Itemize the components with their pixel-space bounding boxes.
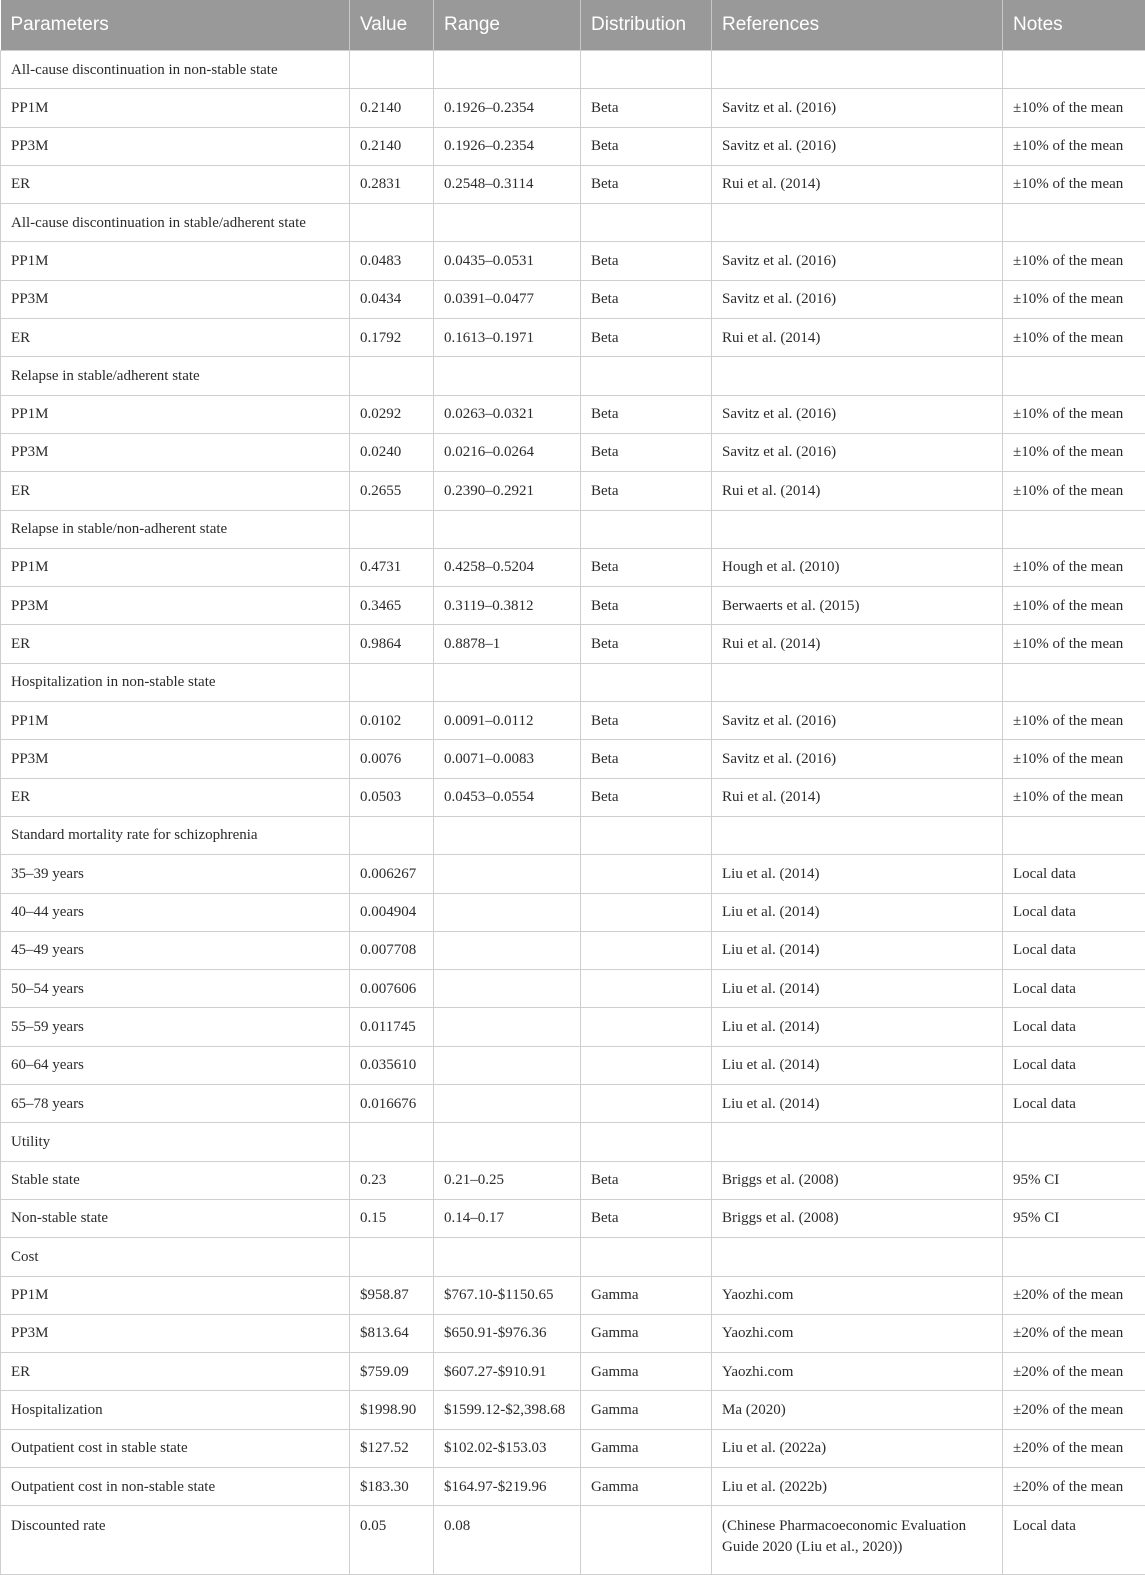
cell-range xyxy=(434,1085,581,1123)
table-row xyxy=(1,242,1145,280)
table-row xyxy=(1,1238,1145,1276)
cell-distribution: Gamma xyxy=(581,1391,712,1429)
table-row xyxy=(1,1085,1145,1123)
cell-range: 0.1613–0.1971 xyxy=(434,319,581,357)
cell-distribution: Gamma xyxy=(581,1467,712,1505)
cell-notes: Local data xyxy=(1003,1046,1145,1084)
cell-notes: ±10% of the mean xyxy=(1003,778,1145,816)
cell-parameter: ER xyxy=(1,778,350,816)
cell-reference xyxy=(712,1123,1003,1161)
cell-reference: Liu et al. (2014) xyxy=(712,1085,1003,1123)
cell-notes: ±20% of the mean xyxy=(1003,1276,1145,1314)
cell-parameter: Cost xyxy=(1,1238,350,1276)
cell-reference: Briggs et al. (2008) xyxy=(712,1199,1003,1237)
cell-parameter: Relapse in stable/non-adherent state xyxy=(1,510,350,548)
cell-range: 0.14–0.17 xyxy=(434,1199,581,1237)
cell-distribution: Beta xyxy=(581,127,712,165)
cell-range xyxy=(434,204,581,242)
cell-parameter: Non-stable state xyxy=(1,1199,350,1237)
cell-range: 0.08 xyxy=(434,1506,581,1575)
cell-reference: Rui et al. (2014) xyxy=(712,778,1003,816)
cell-reference: Liu et al. (2014) xyxy=(712,970,1003,1008)
cell-distribution xyxy=(581,855,712,893)
cell-parameter: Standard mortality rate for schizophrenia xyxy=(1,816,350,854)
cell-range xyxy=(434,931,581,969)
cell-reference: Yaozhi.com xyxy=(712,1276,1003,1314)
cell-value: 0.9864 xyxy=(350,625,434,663)
cell-value: 0.035610 xyxy=(350,1046,434,1084)
table-header xyxy=(1,0,1145,51)
cell-parameter: PP1M xyxy=(1,89,350,127)
cell-reference xyxy=(712,510,1003,548)
cell-notes: ±10% of the mean xyxy=(1003,587,1145,625)
cell-parameter: PP1M xyxy=(1,1276,350,1314)
cell-distribution xyxy=(581,663,712,701)
cell-reference: Savitz et al. (2016) xyxy=(712,395,1003,433)
cell-value: $813.64 xyxy=(350,1314,434,1352)
cell-distribution: Gamma xyxy=(581,1276,712,1314)
cell-reference: Savitz et al. (2016) xyxy=(712,242,1003,280)
cell-notes xyxy=(1003,1238,1145,1276)
cell-notes: Local data xyxy=(1003,931,1145,969)
cell-range: $102.02-$153.03 xyxy=(434,1429,581,1467)
cell-parameter: PP3M xyxy=(1,127,350,165)
cell-distribution: Gamma xyxy=(581,1429,712,1467)
cell-value: 0.0102 xyxy=(350,702,434,740)
table-row xyxy=(1,280,1145,318)
cell-parameter: PP1M xyxy=(1,702,350,740)
cell-reference: Rui et al. (2014) xyxy=(712,625,1003,663)
cell-distribution xyxy=(581,1123,712,1161)
cell-range xyxy=(434,510,581,548)
table-body xyxy=(1,51,1145,1575)
cell-parameter: ER xyxy=(1,1353,350,1391)
cell-value: 0.0503 xyxy=(350,778,434,816)
cell-parameter: ER xyxy=(1,165,350,203)
cell-notes: Local data xyxy=(1003,893,1145,931)
table-row xyxy=(1,1506,1145,1575)
cell-reference: Savitz et al. (2016) xyxy=(712,702,1003,740)
cell-value: 0.1792 xyxy=(350,319,434,357)
header-parameters: Parameters xyxy=(1,0,350,51)
table-row xyxy=(1,89,1145,127)
cell-range: 0.21–0.25 xyxy=(434,1161,581,1199)
cell-value: $127.52 xyxy=(350,1429,434,1467)
cell-notes: ±20% of the mean xyxy=(1003,1467,1145,1505)
cell-range: $650.91-$976.36 xyxy=(434,1314,581,1352)
cell-distribution: Beta xyxy=(581,280,712,318)
cell-notes: 95% CI xyxy=(1003,1161,1145,1199)
cell-range: 0.3119–0.3812 xyxy=(434,587,581,625)
cell-range xyxy=(434,1008,581,1046)
cell-parameter: 55–59 years xyxy=(1,1008,350,1046)
cell-range: $767.10-$1150.65 xyxy=(434,1276,581,1314)
cell-parameter: Relapse in stable/adherent state xyxy=(1,357,350,395)
cell-value: 0.0240 xyxy=(350,433,434,471)
cell-range: $607.27-$910.91 xyxy=(434,1353,581,1391)
cell-value: 0.007606 xyxy=(350,970,434,1008)
table-row xyxy=(1,51,1145,89)
cell-parameter: All-cause discontinuation in non-stable state xyxy=(1,51,350,89)
cell-value: 0.05 xyxy=(350,1506,434,1575)
cell-distribution: Beta xyxy=(581,740,712,778)
cell-reference: Savitz et al. (2016) xyxy=(712,280,1003,318)
cell-range: 0.1926–0.2354 xyxy=(434,127,581,165)
cell-distribution: Beta xyxy=(581,89,712,127)
cell-parameter: Hospitalization in non-stable state xyxy=(1,663,350,701)
cell-parameter: Utility xyxy=(1,1123,350,1161)
table-row xyxy=(1,165,1145,203)
table-row xyxy=(1,1429,1145,1467)
cell-reference xyxy=(712,51,1003,89)
cell-parameter: Stable state xyxy=(1,1161,350,1199)
cell-notes: Local data xyxy=(1003,1085,1145,1123)
table-row xyxy=(1,357,1145,395)
cell-notes: ±10% of the mean xyxy=(1003,280,1145,318)
cell-range xyxy=(434,970,581,1008)
table-row xyxy=(1,1467,1145,1505)
cell-value xyxy=(350,510,434,548)
cell-reference: Liu et al. (2014) xyxy=(712,855,1003,893)
cell-value: 0.15 xyxy=(350,1199,434,1237)
cell-range: 0.1926–0.2354 xyxy=(434,89,581,127)
cell-notes: ±20% of the mean xyxy=(1003,1353,1145,1391)
cell-range xyxy=(434,51,581,89)
cell-value: 0.3465 xyxy=(350,587,434,625)
table-row xyxy=(1,740,1145,778)
cell-range xyxy=(434,663,581,701)
cell-value: 0.2140 xyxy=(350,89,434,127)
cell-distribution: Beta xyxy=(581,1161,712,1199)
cell-distribution: Gamma xyxy=(581,1353,712,1391)
cell-value xyxy=(350,1238,434,1276)
cell-distribution: Beta xyxy=(581,165,712,203)
table-row xyxy=(1,778,1145,816)
table-row xyxy=(1,204,1145,242)
cell-reference xyxy=(712,816,1003,854)
cell-range xyxy=(434,357,581,395)
cell-notes: ±10% of the mean xyxy=(1003,472,1145,510)
cell-distribution: Beta xyxy=(581,587,712,625)
cell-distribution xyxy=(581,931,712,969)
cell-parameter: PP3M xyxy=(1,1314,350,1352)
cell-distribution xyxy=(581,1008,712,1046)
header-notes: Notes xyxy=(1003,0,1145,51)
table-row xyxy=(1,816,1145,854)
table-row xyxy=(1,1123,1145,1161)
cell-notes xyxy=(1003,204,1145,242)
cell-distribution xyxy=(581,357,712,395)
cell-notes xyxy=(1003,816,1145,854)
cell-notes: ±10% of the mean xyxy=(1003,548,1145,586)
cell-parameter: Hospitalization xyxy=(1,1391,350,1429)
table-row xyxy=(1,472,1145,510)
cell-parameter: PP1M xyxy=(1,548,350,586)
cell-value xyxy=(350,1123,434,1161)
cell-notes: Local data xyxy=(1003,1008,1145,1046)
table-row xyxy=(1,587,1145,625)
table-row xyxy=(1,548,1145,586)
cell-distribution xyxy=(581,893,712,931)
cell-notes: ±20% of the mean xyxy=(1003,1314,1145,1352)
cell-notes: ±10% of the mean xyxy=(1003,740,1145,778)
header-distribution: Distribution xyxy=(581,0,712,51)
cell-parameter: 35–39 years xyxy=(1,855,350,893)
cell-range: 0.8878–1 xyxy=(434,625,581,663)
cell-reference: Liu et al. (2022b) xyxy=(712,1467,1003,1505)
cell-reference: Savitz et al. (2016) xyxy=(712,740,1003,778)
cell-distribution: Beta xyxy=(581,242,712,280)
cell-range: 0.2548–0.3114 xyxy=(434,165,581,203)
cell-distribution: Beta xyxy=(581,319,712,357)
table-row xyxy=(1,1199,1145,1237)
cell-reference: Rui et al. (2014) xyxy=(712,319,1003,357)
table-row xyxy=(1,127,1145,165)
cell-reference: Yaozhi.com xyxy=(712,1314,1003,1352)
cell-range: 0.0091–0.0112 xyxy=(434,702,581,740)
cell-value: 0.011745 xyxy=(350,1008,434,1046)
cell-notes xyxy=(1003,51,1145,89)
cell-range: 0.0453–0.0554 xyxy=(434,778,581,816)
cell-reference: Liu et al. (2022a) xyxy=(712,1429,1003,1467)
cell-reference xyxy=(712,357,1003,395)
cell-distribution: Beta xyxy=(581,625,712,663)
cell-notes: ±10% of the mean xyxy=(1003,165,1145,203)
cell-notes xyxy=(1003,357,1145,395)
cell-parameter: PP1M xyxy=(1,242,350,280)
cell-notes: ±20% of the mean xyxy=(1003,1429,1145,1467)
cell-reference xyxy=(712,663,1003,701)
cell-reference: Savitz et al. (2016) xyxy=(712,127,1003,165)
cell-parameter: PP3M xyxy=(1,740,350,778)
cell-distribution xyxy=(581,1506,712,1575)
cell-parameter: 60–64 years xyxy=(1,1046,350,1084)
cell-reference: Berwaerts et al. (2015) xyxy=(712,587,1003,625)
cell-parameter: ER xyxy=(1,625,350,663)
table-row xyxy=(1,395,1145,433)
cell-value: 0.0076 xyxy=(350,740,434,778)
cell-distribution xyxy=(581,1238,712,1276)
cell-notes: Local data xyxy=(1003,855,1145,893)
cell-value: $759.09 xyxy=(350,1353,434,1391)
table-row xyxy=(1,931,1145,969)
cell-distribution xyxy=(581,1085,712,1123)
cell-distribution: Beta xyxy=(581,702,712,740)
cell-parameter: 45–49 years xyxy=(1,931,350,969)
table-row xyxy=(1,510,1145,548)
cell-value: 0.23 xyxy=(350,1161,434,1199)
cell-range xyxy=(434,855,581,893)
cell-range: $1599.12-$2,398.68 xyxy=(434,1391,581,1429)
cell-notes: Local data xyxy=(1003,970,1145,1008)
cell-distribution: Beta xyxy=(581,548,712,586)
cell-range: 0.0263–0.0321 xyxy=(434,395,581,433)
cell-parameter: Discounted rate xyxy=(1,1506,350,1575)
cell-parameter: ER xyxy=(1,472,350,510)
cell-value xyxy=(350,663,434,701)
cell-notes xyxy=(1003,663,1145,701)
cell-parameter: 40–44 years xyxy=(1,893,350,931)
cell-parameter: 50–54 years xyxy=(1,970,350,1008)
cell-value: 0.2655 xyxy=(350,472,434,510)
cell-reference: (Chinese Pharmacoeconomic Evaluation Guide 2020 (Liu et al., 2020)) xyxy=(712,1506,1003,1575)
cell-range: 0.2390–0.2921 xyxy=(434,472,581,510)
cell-reference: Yaozhi.com xyxy=(712,1353,1003,1391)
cell-value: $183.30 xyxy=(350,1467,434,1505)
cell-range xyxy=(434,1046,581,1084)
table-row xyxy=(1,1161,1145,1199)
cell-distribution: Beta xyxy=(581,778,712,816)
cell-distribution xyxy=(581,51,712,89)
cell-distribution xyxy=(581,1046,712,1084)
cell-parameter: 65–78 years xyxy=(1,1085,350,1123)
cell-value xyxy=(350,204,434,242)
cell-reference xyxy=(712,204,1003,242)
cell-reference: Savitz et al. (2016) xyxy=(712,433,1003,471)
table-row xyxy=(1,702,1145,740)
cell-reference: Hough et al. (2010) xyxy=(712,548,1003,586)
cell-value xyxy=(350,51,434,89)
cell-notes: ±10% of the mean xyxy=(1003,395,1145,433)
cell-distribution: Beta xyxy=(581,1199,712,1237)
cell-reference: Liu et al. (2014) xyxy=(712,1008,1003,1046)
cell-distribution: Beta xyxy=(581,395,712,433)
cell-parameter: Outpatient cost in non-stable state xyxy=(1,1467,350,1505)
cell-reference: Savitz et al. (2016) xyxy=(712,89,1003,127)
table-row xyxy=(1,625,1145,663)
cell-parameter: PP3M xyxy=(1,587,350,625)
cell-notes: ±10% of the mean xyxy=(1003,625,1145,663)
cell-notes: ±10% of the mean xyxy=(1003,433,1145,471)
cell-value: 0.0483 xyxy=(350,242,434,280)
cell-parameter: All-cause discontinuation in stable/adherent state xyxy=(1,204,350,242)
cell-range xyxy=(434,1123,581,1161)
cell-value: 0.0434 xyxy=(350,280,434,318)
table-row xyxy=(1,1008,1145,1046)
table-row xyxy=(1,1046,1145,1084)
cell-distribution: Gamma xyxy=(581,1314,712,1352)
cell-distribution xyxy=(581,510,712,548)
cell-distribution xyxy=(581,816,712,854)
cell-distribution xyxy=(581,204,712,242)
cell-notes: ±10% of the mean xyxy=(1003,127,1145,165)
cell-range: $164.97-$219.96 xyxy=(434,1467,581,1505)
cell-reference: Rui et al. (2014) xyxy=(712,472,1003,510)
cell-value: $958.87 xyxy=(350,1276,434,1314)
cell-value: 0.007708 xyxy=(350,931,434,969)
header-value: Value xyxy=(350,0,434,51)
cell-parameter: PP3M xyxy=(1,280,350,318)
cell-range: 0.0435–0.0531 xyxy=(434,242,581,280)
table-row xyxy=(1,1314,1145,1352)
cell-distribution: Beta xyxy=(581,433,712,471)
cell-value: 0.006267 xyxy=(350,855,434,893)
cell-distribution xyxy=(581,970,712,1008)
cell-value: 0.2140 xyxy=(350,127,434,165)
table-row xyxy=(1,1353,1145,1391)
cell-reference: Liu et al. (2014) xyxy=(712,1046,1003,1084)
cell-parameter: PP3M xyxy=(1,433,350,471)
cell-range: 0.0216–0.0264 xyxy=(434,433,581,471)
cell-reference: Ma (2020) xyxy=(712,1391,1003,1429)
cell-notes xyxy=(1003,1123,1145,1161)
cell-notes: ±10% of the mean xyxy=(1003,702,1145,740)
table-row xyxy=(1,319,1145,357)
cell-notes: ±10% of the mean xyxy=(1003,242,1145,280)
cell-parameter: ER xyxy=(1,319,350,357)
header-range: Range xyxy=(434,0,581,51)
cell-value xyxy=(350,816,434,854)
table-row xyxy=(1,663,1145,701)
cell-value: 0.2831 xyxy=(350,165,434,203)
cell-distribution: Beta xyxy=(581,472,712,510)
cell-notes: ±10% of the mean xyxy=(1003,319,1145,357)
table-row xyxy=(1,855,1145,893)
cell-reference: Briggs et al. (2008) xyxy=(712,1161,1003,1199)
cell-reference xyxy=(712,1238,1003,1276)
cell-notes: Local data xyxy=(1003,1506,1145,1575)
cell-parameter: PP1M xyxy=(1,395,350,433)
cell-reference: Liu et al. (2014) xyxy=(712,931,1003,969)
header-references: References xyxy=(712,0,1003,51)
cell-value: 0.0292 xyxy=(350,395,434,433)
cell-range: 0.0391–0.0477 xyxy=(434,280,581,318)
cell-range xyxy=(434,816,581,854)
cell-parameter: Outpatient cost in stable state xyxy=(1,1429,350,1467)
table-row xyxy=(1,893,1145,931)
cell-range xyxy=(434,893,581,931)
table-row xyxy=(1,1276,1145,1314)
table-row xyxy=(1,970,1145,1008)
cell-value xyxy=(350,357,434,395)
cell-reference: Rui et al. (2014) xyxy=(712,165,1003,203)
cell-value: 0.016676 xyxy=(350,1085,434,1123)
cell-value: 0.4731 xyxy=(350,548,434,586)
table-row xyxy=(1,1391,1145,1429)
cell-notes: 95% CI xyxy=(1003,1199,1145,1237)
cell-reference: Liu et al. (2014) xyxy=(712,893,1003,931)
cell-notes xyxy=(1003,510,1145,548)
table-row xyxy=(1,433,1145,471)
cell-range xyxy=(434,1238,581,1276)
header-row xyxy=(1,0,1145,51)
cell-value: $1998.90 xyxy=(350,1391,434,1429)
cell-value: 0.004904 xyxy=(350,893,434,931)
cell-range: 0.0071–0.0083 xyxy=(434,740,581,778)
cell-notes: ±10% of the mean xyxy=(1003,89,1145,127)
cell-notes: ±20% of the mean xyxy=(1003,1391,1145,1429)
cell-range: 0.4258–0.5204 xyxy=(434,548,581,586)
